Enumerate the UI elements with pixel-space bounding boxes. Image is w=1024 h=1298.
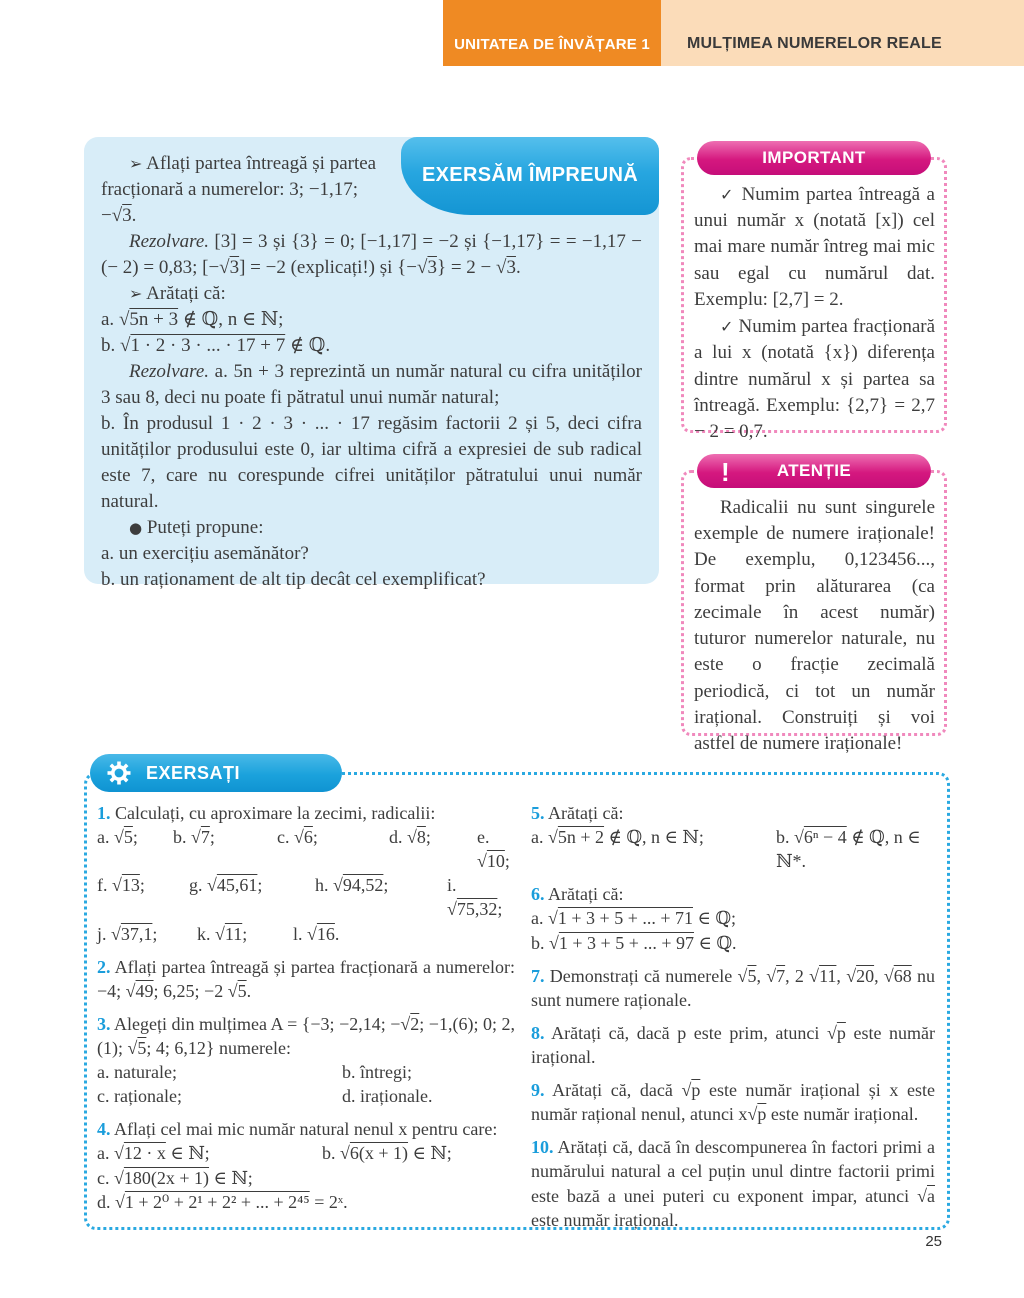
exercise-2: 2. Aflați partea întreagă și partea fracționară a numerelor: −4; √49; 6,25; −2 √5. <box>97 956 516 1001</box>
exercise-9: 9. Arătați că, dacă √p este număr irațional și x este număr rațional nenul, atunci x√p este număr irațional. <box>531 1080 936 1125</box>
check-icon: ✓ <box>720 185 736 204</box>
exersam-impreuna-title-bubble <box>401 137 659 215</box>
dot-bullet-icon: ● <box>129 519 143 538</box>
header-spacer <box>0 0 443 66</box>
arrow-bullet-icon: ➢ <box>129 154 143 173</box>
propose-prompt: ● Puteți propune: <box>129 517 264 539</box>
exercise-10: 10. Arătați că, dacă în descompunerea în factori primi a numărului natural a cel puțin unul dintre factorii primi este bază a unei puteri cu exponent impar, atunci √a este număr irațional. <box>531 1137 935 1230</box>
page-header <box>0 0 1024 66</box>
problem-1-solution: Rezolvare. [3] = 3 și {3} = 0; [−1,17] = −2 și {−1,17} = = −1,17 − (− 2) = 0,83; [−√3] = −2 (explicați!) și {−√3} = 2 − √3. <box>101 231 642 279</box>
important-paragraph-2: ✓ Numim partea fracționară a lui x (notată {x}) diferența dintre numărul x și partea sa întreagă. Exemplu: {2,7} = 2,7 − 2 = 0,7. <box>694 316 936 442</box>
gear-icon <box>106 760 132 786</box>
problem-2a: a. √5n + 3 ∉ ℚ, n ∈ ℕ; <box>101 309 284 331</box>
chapter-title: MULȚIMEA NUMERELOR REALE <box>687 35 942 52</box>
problem-2-solution-b: b. În produsul 1 · 2 · 3 · ... · 17 regăsim factorii 2 și 5, deci cifra unităților produsului este 0, iar ultima cifră a expresiei de sub radical este 7, care nu corespunde cifrei unităților pătratului unui număr natural. <box>101 413 642 513</box>
exercise-8: 8. Arătați că, dacă p este prim, atunci √p este număr irațional. <box>531 1022 936 1067</box>
unit-tab <box>443 0 661 66</box>
exercise-1: 1. Calculați, cu aproximare la zecimi, radicalii: a. √5; b. √7; c. √6; d. √8; e. √10; f. √13; g. √45,61; h. √94,52; i. √75,32; j. √37,1; k. √11; l. √16. <box>97 803 510 944</box>
exersati-title: EXERSAȚI <box>146 762 241 783</box>
unit-tab-label: UNITATEA DE ÎNVĂȚARE 1 <box>454 36 650 53</box>
atentie-paragraph: Radicalii nu sunt singurele exemple de numere iraționale! De exemplu, 0,123456..., format prin alăturarea (ca zecimale în acest număr) tuturor numerelor naturale, nu este o fracție zecimală periodică, ci tot un număr irațional. Construiți și voi astfel de numere iraționale! <box>694 497 935 754</box>
propose-a: a. un exercițiu asemănător? <box>101 543 309 565</box>
exersam-impreuna-panel <box>84 137 659 591</box>
arrow-bullet-icon: ➢ <box>129 284 143 304</box>
propose-b: b. un raționament de alt tip decât cel exemplificat? <box>101 569 486 591</box>
important-header <box>697 141 931 175</box>
check-icon: ✓ <box>720 317 734 337</box>
atentie-title: ATENȚIE <box>776 461 852 481</box>
exercise-3: 3. Alegeți din mulțimea A = {−3; −2,14; −√2; −1,(6); 0; 2,(1); √5; 4; 6,12} numerele: a. naturale; b. întregi; c. raționale; d. iraționale. <box>97 1013 515 1107</box>
atentie-header <box>697 454 931 488</box>
important-box <box>681 148 947 442</box>
problem-2-solution-a: Rezolvare. a. 5n + 3 reprezintă un număr natural cu cifra unităților 3 sau 8, deci nu poate fi pătratul unui număr natural; <box>101 361 642 409</box>
exclamation-icon: ! <box>721 457 730 487</box>
exercise-7: 7. Demonstrați că numerele √5, √7, 2 √11, √20, √68 nu sunt numere raționale. <box>531 965 936 1010</box>
exercise-6: 6. Arătați că: a. √1 + 3 + 5 + ... + 71 ∈ ℚ; b. √1 + 3 + 5 + ... + 97 ∈ ℚ. <box>531 884 737 953</box>
page-number: 25 <box>925 1233 942 1250</box>
exercises-left-column <box>97 801 515 1241</box>
important-title: IMPORTANT <box>762 148 866 168</box>
atentie-box <box>681 457 947 754</box>
exercise-5: 5. Arătați că: a. √5n + 2 ∉ ℚ, n ∈ ℕ; b. √6ⁿ − 4 ∉ ℚ, n ∈ ℕ*. <box>531 803 921 872</box>
exercises-right-column <box>531 801 935 1241</box>
problem-1-statement: ➢ Aflați partea întreagă și partea fracționară a numerelor: 3; −1,17; −√3. <box>101 153 377 227</box>
problem-2b: b. √1 · 2 · 3 · ... · 17 + 7 ∉ ℚ. <box>101 335 331 357</box>
problem-2-statement: ➢ Arătați că: <box>129 283 226 305</box>
exersati-box <box>84 762 950 1230</box>
chapter-banner <box>661 0 1024 66</box>
exersati-header <box>90 754 342 792</box>
exercise-4: 4. Aflați cel mai mic număr natural nenul x pentru care: a. √12 · x ∈ ℕ; b. √6(x + 1) ∈ ℕ; c. √180(2x + 1) ∈ ℕ; d. √1 + 2⁰ + 2¹ + 2² + ... + 2⁴⁵ = 2ˣ. <box>97 1119 498 1212</box>
exersam-impreuna-title: EXERSĂM ÎMPREUNĂ <box>422 164 638 187</box>
important-paragraph-1: ✓ Numim partea întreagă a unui număr x (notată [x]) cel mai mare număr întreg mai mic sau egal cu numărul dat. Exemplu: [2,7] = 2. <box>694 184 935 310</box>
